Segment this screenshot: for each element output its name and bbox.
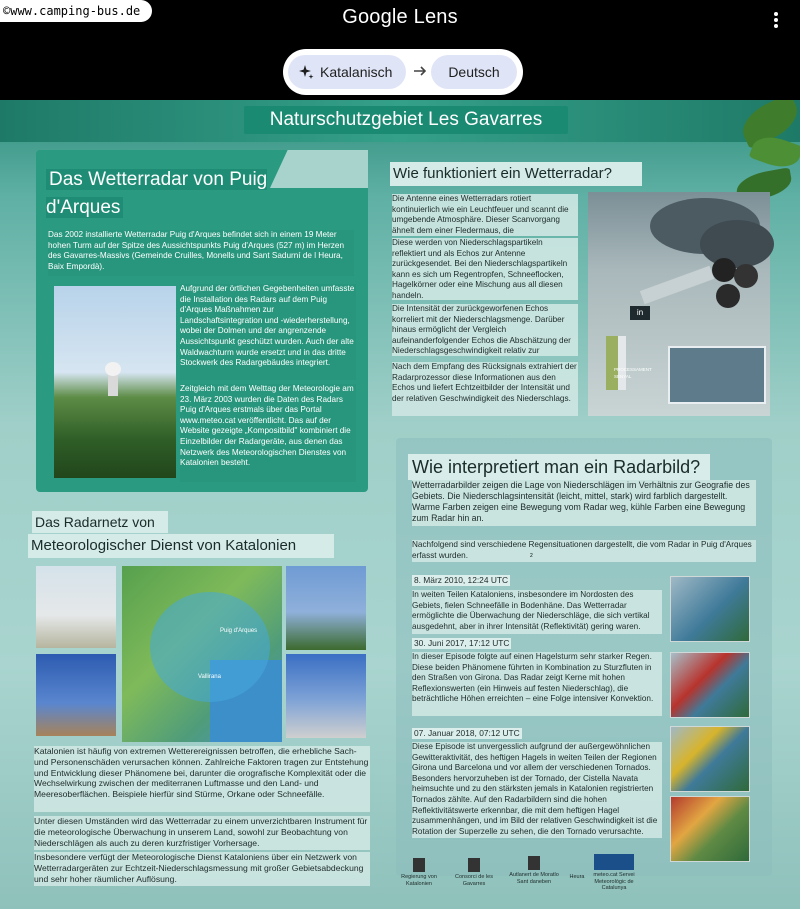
watermark: ©www.camping-bus.de bbox=[0, 0, 152, 22]
source-language-label: Katalanisch bbox=[320, 64, 393, 80]
radar-mast bbox=[606, 336, 618, 390]
radar-heading: Das Wetterradar von Puig d'Arques bbox=[46, 169, 268, 218]
map-label-puig-darques: Puig d'Arques bbox=[220, 628, 258, 634]
network-heading-line-2: Meteorologischer Dienst von Katalonien bbox=[28, 534, 334, 558]
network-para-2: Unter diesen Umständen wird das Wetterradar zu einem unverzichtbaren Instrument für die meteorologische Überwachung in unserem Land, sowohl zur Beobachtung von Niederschlägen als auch zu deren kurzfristiger Vorhersage. bbox=[34, 816, 370, 850]
interp-intro: Wetterradarbilder zeigen die Lage von Niederschlägen im Verhältnis zur Geografie des Gebiets. Die Niederschlagsintensität (leicht, mittel, stark) wird farblich dargestellt. Warme Farben zeigen eine Bewegung vom Radar weg, kühle Farben eine Bewegung zum Radar hin an. bbox=[412, 480, 756, 526]
source-language-button[interactable] bbox=[288, 55, 406, 89]
logo-generalitat: Regierung von Katalonien bbox=[396, 858, 442, 887]
radar-image-4 bbox=[670, 796, 750, 862]
logo-heura: Heura bbox=[569, 874, 585, 880]
app-title: Google Lens bbox=[342, 6, 458, 28]
interp-note-mark: 2 bbox=[530, 553, 533, 559]
radar-coverage-area bbox=[150, 592, 270, 702]
how-para-4: Nach dem Empfang des Rücksignals extrahiert der Radarprozessor diese Informationen aus den Echos und liefert Echtzeitbilder der Intensität und der relativen Geschwindigkeit des Niederschlags. bbox=[392, 362, 578, 416]
how-heading: Wie funktioniert ein Wetterradar? bbox=[390, 162, 642, 186]
sign-title: Naturschutzgebiet Les Gavarres bbox=[244, 106, 568, 134]
how-para-2: Diese werden von Niederschlagspartikeln reflektiert und als Echos zur Antenne zurückgesendet. Bei den Niederschlagspartikeln kann es sich um Regentropfen, Schneeflocken, Hagelkörner oder eine Mischung aus all diesen handeln. bbox=[392, 238, 578, 300]
precipitation-particle bbox=[716, 284, 740, 308]
interp-heading: Wie interpretiert man ein Radarbild? bbox=[408, 454, 710, 480]
event-date-1: 8. März 2010, 12:24 UTC bbox=[414, 575, 509, 585]
logo-consorci-gavarres: Consorci de les Gavarres bbox=[448, 858, 500, 887]
interp-note: Nachfolgend sind verschiedene Regensituationen dargestellt, die vom Radar in Puig d'Arques erfasst wurden. bbox=[412, 540, 756, 562]
illus-label-processor: PROCESSAMENT SENYAL bbox=[614, 367, 652, 379]
logo-ajuntament: Autlanert de Moratlo Sant daneben bbox=[504, 856, 564, 885]
how-para-1: Die Antenne eines Wetterradars rotiert kontinuierlich wie ein Leuchtfeuer und scannt die umgebende Atmosphäre. Dieser Scanvorgang ähnelt dem einer Fledermaus, die bbox=[392, 194, 578, 236]
event-date-3: 07. Januar 2018, 07:12 UTC bbox=[414, 728, 520, 738]
target-language-button[interactable] bbox=[431, 55, 517, 89]
language-selector bbox=[283, 49, 523, 95]
radar-station-photo bbox=[36, 654, 116, 736]
radar-mast bbox=[618, 336, 626, 390]
cloud-illustration bbox=[700, 220, 774, 268]
radar-station-photo bbox=[36, 566, 116, 648]
target-language-label: Deutsch bbox=[448, 64, 500, 80]
radar-station-photo bbox=[286, 654, 366, 738]
radar-station-photo bbox=[286, 566, 366, 650]
radar-para-2: Aufgrund der örtlichen Gegebenheiten umfasste die Installation des Radars auf dem Puig d'Arques Maßnahmen zur Landschaftsintegration und -wiederherstellung, wobei der Dolmen und der angrenzende Aussichtspunkt geschützt wurden. Auch der alte Waldwachturm wurde ersetzt und in das dritte Stockwerk des Radargebäudes integriert. bbox=[180, 284, 356, 380]
radar-intro: Das 2002 installierte Wetterradar Puig d'Arques befindet sich in einem 19 Meter hohen Turm auf der Spitze des Aussichtspunkts Puig d'Arques (527 m) im Herzen des Gavarres-Massivs (Gemeinde Cruilles, Monells und Sant Sadurní de l Heura, Baix Empordà). bbox=[48, 230, 354, 276]
event-text-1: In weiten Teilen Kataloniens, insbesondere im Nordosten des Gebiets, fielen Schneefälle in Bodenhäne. Das Wetterradar ermöglichte die Überwachung der Niederschläge, die sich vertikal ausgedehnt, aber in ihrer Intensität (Reflektivität) gering waren. bbox=[412, 590, 662, 634]
precipitation-particle bbox=[712, 258, 736, 282]
precipitation-particle bbox=[734, 264, 758, 288]
network-para-3: Insbesondere verfügt der Meteorologische Dienst Kataloniens über ein Netzwerk von Wetterradargeräten zur Echtzeit-Niederschlagsmessung mit großer Gebietsabdeckung und sehr hoher räumlicher Auflösung. bbox=[34, 852, 370, 886]
translated-sign-image bbox=[0, 100, 800, 909]
event-text-3: Diese Episode ist unvergesslich aufgrund der außergewöhnlichen Gewitteraktivität, des heftigen Hagels in weiten Teilen der Regionen Girona und Barcelona und vor allem der verschiedenen Tornados. Besonders hervorzuheben ist der Tornado, der Cistella Navata heimsuchte und zu den stärksten jemals in Katalonien registrierten Tornados zählte. Auf den Radarbildern sind die hohen Reflektivitätswerte erkennbar, die mit dem heftigen Hagel zusammenhängen, und im Bild der relativen Geschwindigkeit ist die Rotation der Superzelle zu sehen, die den Tornado verursachte. bbox=[412, 742, 662, 838]
logo-meteocat: meteo.cat Servei Meteorològic de Catalunya bbox=[592, 854, 636, 892]
radar-image-1 bbox=[670, 576, 750, 642]
illus-label-in: in bbox=[630, 306, 650, 320]
how-para-3: Die Intensität der zurückgeworfenen Echos korreliert mit der Niederschlagsmenge. Darüber hinaus ermöglicht der Vergleich aufeinanderfolgender Echos die Abschätzung der Niederschlagsgeschwindigkeit relativ zur bbox=[392, 304, 578, 356]
event-date-2: 30. Juni 2017, 17:12 UTC bbox=[414, 638, 510, 648]
more-vert-icon[interactable] bbox=[768, 10, 784, 30]
radar-dome bbox=[105, 362, 121, 376]
top-bar bbox=[0, 0, 800, 100]
event-text-2: In dieser Episode folgte auf einen Hagelsturm sehr starker Regen. Diese beiden Phänomene führten in Kombination zu Sturzfluten in den Straßen von Girona. Das Radar zeigt Kerne mit hohen Reflexionswerten (ein Hinweis auf festen Niederschlag), die beträchtliche Höhen erreichten – eine Folge intensiver Konvektion. bbox=[412, 652, 662, 716]
map-label-vallirana: Vallirana bbox=[198, 674, 221, 680]
radar-output-panel bbox=[668, 346, 766, 404]
radar-image-2 bbox=[670, 652, 750, 718]
network-heading-line-1: Das Radarnetz von bbox=[32, 511, 168, 533]
radar-image-3 bbox=[670, 726, 750, 792]
arrow-right-icon bbox=[412, 63, 428, 79]
sparkle-icon bbox=[298, 64, 314, 80]
radar-para-3: Zeitgleich mit dem Welttag der Meteorologie am 23. März 2003 wurden die Daten des Radars Puig d'Arques erstmals über das Portal www.meteo.cat veröffentlicht. Das auf der Website gezeigte „Kompositbild" kombiniert die Einzelbilder der Radargeräte, aus denen das Netzwerk des Meteorologischen Dienstes von Katalonien besteht. bbox=[180, 384, 356, 482]
network-para-1: Katalonien ist häufig von extremen Wetterereignissen betroffen, die erhebliche Sach- und Personenschäden verursachen können. Zahlreiche Faktoren tragen zur Entstehung und Entwicklung dieser Phänomene bei, darunter die orografische Komplexität oder die Wechselwirkung zwischen der mediterranen Luftmasse und den Land- und Meeresoberflächen. Beispiele hierfür sind Stürme, Orkane oder Schneefälle. bbox=[34, 746, 370, 812]
